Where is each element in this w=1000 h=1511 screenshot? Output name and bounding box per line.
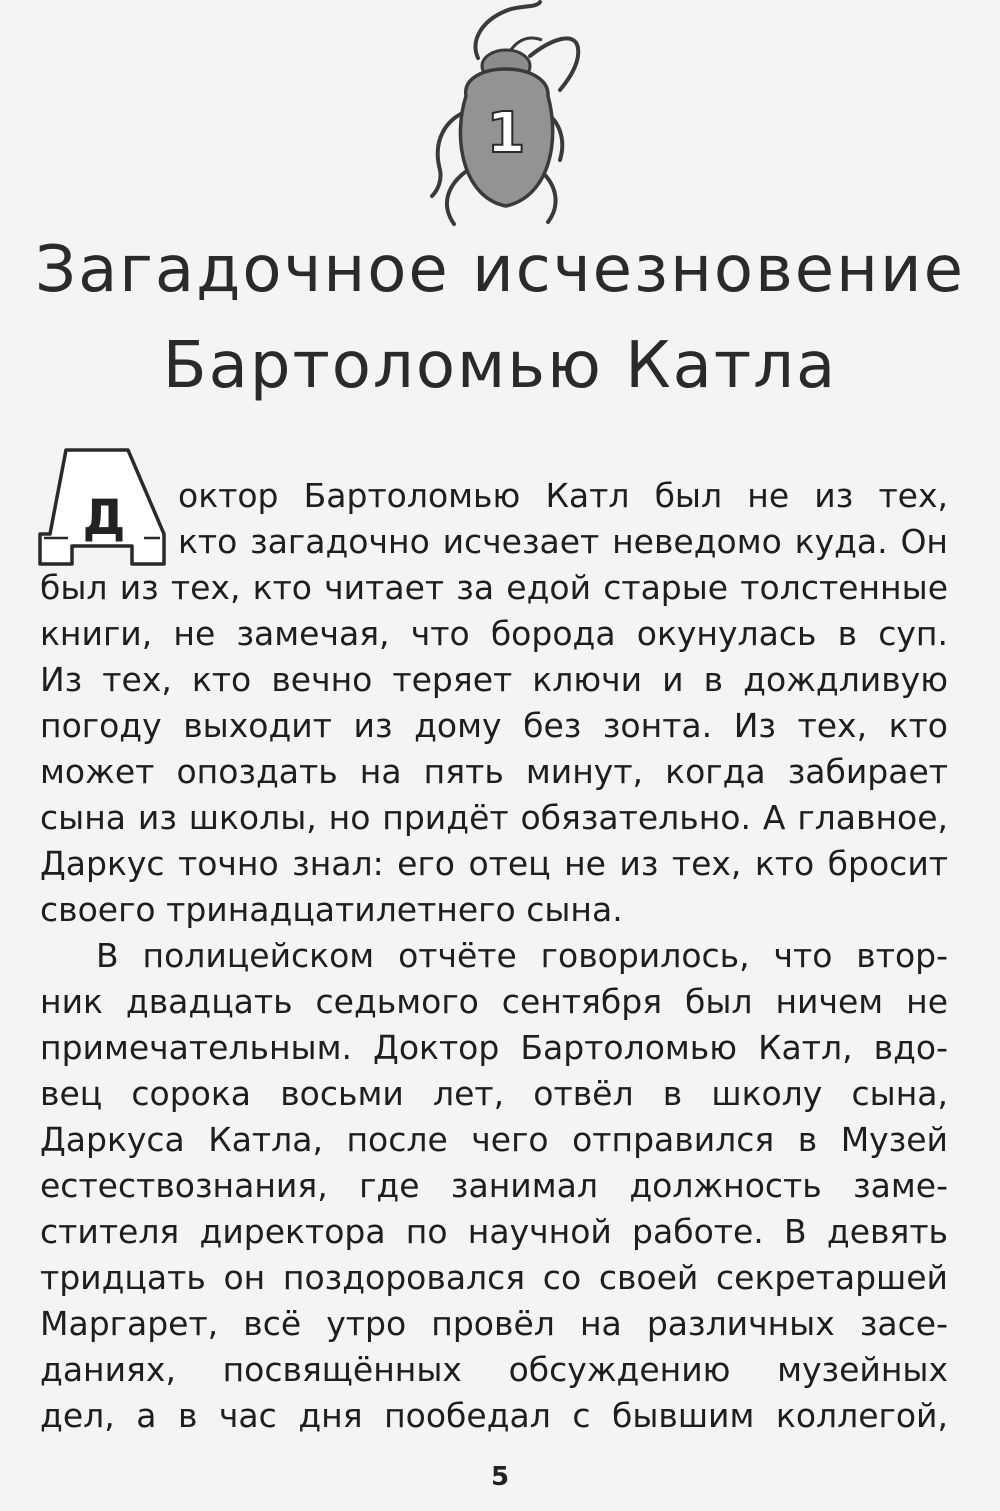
page-number: 5 (490, 1462, 510, 1492)
text-line-4: книги, не замечая, что борода окунулась в суп. (40, 614, 948, 653)
chapter-title-line-2: Бартоломью Катла (162, 329, 838, 403)
text-line-10: своего тринадцатилетнего сына. (40, 890, 623, 929)
text-line-5: Из тех, кто вечно теряет ключи и в дождливую (40, 660, 948, 699)
text-line-17: стителя директора по научной работе. В девять (40, 1212, 948, 1251)
text-line-12: ник двадцать седьмого сентября был ничем не (40, 982, 948, 1021)
text-line-15: Даркуса Катла, после чего отправился в Музей (40, 1120, 948, 1159)
text-line-3: был из тех, кто читает за едой старые толстенные (40, 568, 948, 607)
text-line-21: дел, а в час дня пообедал с бывшим коллегой, (40, 1396, 948, 1435)
text-line-14: вец сорока восьми лет, отвёл в школу сына, (40, 1074, 948, 1113)
text-line-11: В полицейском отчёте говорилось, что втор- (96, 936, 948, 975)
text-line-18: тридцать он поздоровался со своей секретаршей (40, 1258, 948, 1297)
text-line-13: примечательным. Доктор Бартоломью Катл, вдо- (40, 1028, 948, 1067)
text-line-19: Маргарет, всё утро провёл на различных засе- (40, 1304, 948, 1343)
chapter-title (20, 222, 980, 414)
text-line-8: сына из школы, но придёт обязательно. А главное, (40, 798, 948, 837)
text-line-9: Даркус точно знал: его отец не из тех, кто бросит (40, 844, 948, 883)
text-line-16: естествознания, где занимал должность заме- (40, 1166, 948, 1205)
beetle-chapter-icon (410, 0, 600, 228)
text-line-7: может опоздать на пять минут, когда забирает (40, 752, 948, 791)
text-line-2: кто загадочно исчезает неведомо куда. Он (178, 522, 948, 561)
text-line-1: октор Бартоломью Катл был не из тех, (178, 476, 948, 515)
text-line-20: даниях, посвящённых обсуждению музейных (40, 1350, 948, 1389)
chapter-title-line-1: Загадочное исчезновение (35, 233, 965, 307)
drop-cap (36, 442, 171, 572)
text-line-6: погоду выходит из дому без зонта. Из тех, кто (40, 706, 948, 745)
chapter-number: 1 (486, 101, 526, 166)
drop-cap-letter: Д (82, 490, 126, 546)
